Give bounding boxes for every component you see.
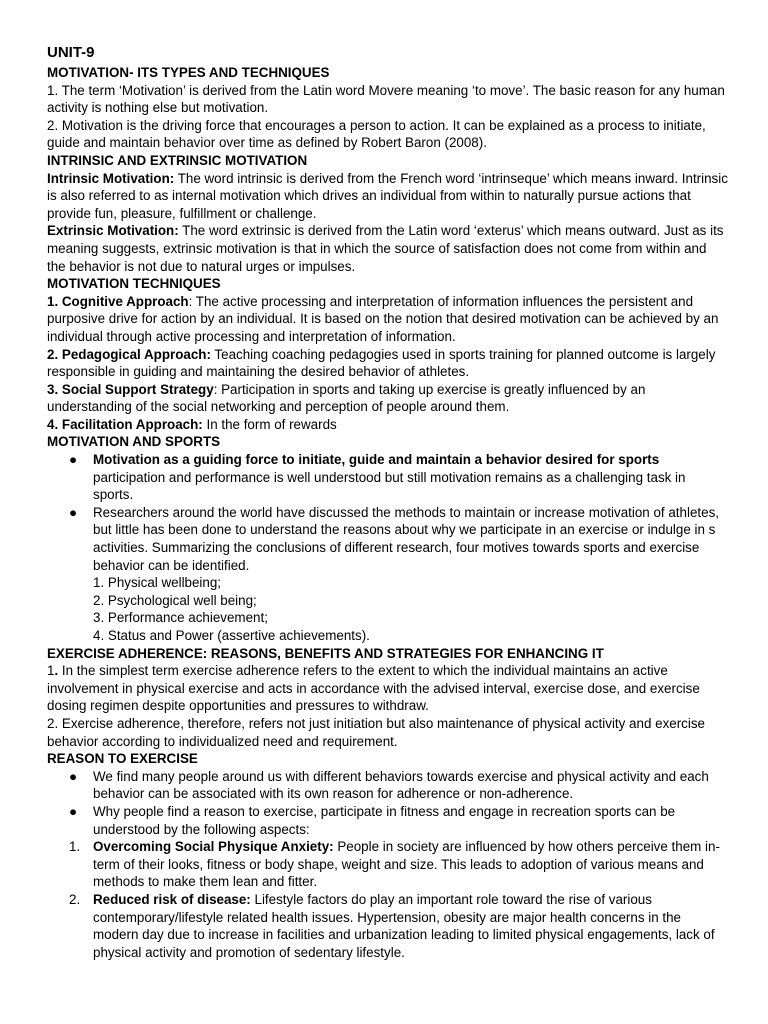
section-heading-reason-to-exercise: REASON TO EXERCISE: [47, 751, 198, 767]
motive-item: 4. Status and Power (assertive achievements).: [93, 628, 370, 643]
list-item: [47, 768, 728, 803]
reason-text: Lifestyle factors do play an important role toward the rise of various contemporary/lifestyle related health issues. Hypertension, obesity are major health concerns in the modern day due to increase in facilities and urbanization leading to limited physical engagements, lack of physical activity and promotion of sedentary lifestyle.: [93, 891, 715, 960]
technique-text: Teaching coaching pedagogies used in sports training for planned outcome is largely responsible in guiding and maintaining the desired behavior of athletes.: [47, 346, 716, 380]
guiding-force-text: participation and performance is well understood but still motivation remains as a challenging task in sports.: [93, 469, 686, 503]
bullet-icon: ●: [69, 504, 78, 520]
reason-bullet-text: We find many people around us with different behaviors towards exercise and physical activity and each behavior can be associated with its own reason for adherence or non-adherence.: [93, 768, 709, 802]
technique-label: 4. Facilitation Approach:: [47, 416, 203, 432]
list-item: [47, 891, 728, 961]
technique-text: In the form of rewards: [202, 416, 337, 432]
paragraph-motivation-driving-force: 2. Motivation is the driving force that encourages a person to action. It can be explained as a process to initiate, guide and maintain behavior over time as defined by Robert Baron (2008).: [47, 117, 706, 151]
technique-item: [47, 381, 728, 416]
paragraph-intrinsic: [47, 170, 728, 223]
reason-bullet-text: Why people find a reason to exercise, participate in fitness and engage in recreation sports can be understood by the following aspects:: [93, 803, 676, 837]
section-heading-exercise-adherence: EXERCISE ADHERENCE: REASONS, BENEFITS AND STRATEGIES FOR ENHANCING IT: [47, 645, 604, 661]
section-heading-intrinsic-extrinsic: INTRINSIC AND EXTRINSIC MOTIVATION: [47, 152, 308, 168]
motive-item: 3. Performance achievement;: [93, 610, 268, 626]
section-heading-motivation-types: MOTIVATION- ITS TYPES AND TECHNIQUES: [47, 65, 330, 80]
bullet-icon: ●: [69, 452, 78, 468]
technique-label: 3. Social Support Strategy: [47, 381, 214, 397]
technique-label: 2. Pedagogical Approach:: [47, 346, 211, 362]
intrinsic-label: Intrinsic Motivation:: [47, 170, 175, 186]
intrinsic-text: The word intrinsic is derived from the French word ‘intrinseque’ which means inward. Intrinsic is also referred to as internal motivation which drives an individual from within to naturally pursue actions that provide fun, pleasure, fulfillment or challenge.: [47, 170, 728, 221]
list-number: 1.: [69, 839, 81, 855]
technique-item: [47, 416, 728, 434]
paragraph-adherence-definition: [47, 662, 728, 715]
adherence-num-dot: .: [54, 663, 59, 679]
technique-item: [47, 346, 728, 381]
reason-bullets: [47, 768, 728, 838]
motive-item: 2. Psychological well being;: [93, 592, 257, 608]
technique-text: : The active processing and interpretation of information influences the persistent and purposive drive for action by an individual. It is based on the notion that desired motivation can be achieved by an individual through active processing and interpretation of information.: [47, 293, 719, 344]
reason-text: People in society are influenced by how others perceive them in-term of their looks, fitness or body shape, weight and size. This leads to adoption of various means and methods to make them lean and fitter.: [93, 839, 720, 890]
reason-label: Overcoming Social Physique Anxiety:: [93, 839, 334, 855]
section-heading-techniques: MOTIVATION TECHNIQUES: [47, 276, 221, 292]
extrinsic-label: Extrinsic Motivation:: [47, 223, 179, 239]
paragraph-motivation-definition: 1. The term ‘Motivation’ is derived from the Latin word Movere meaning ‘to move’. The basic reason for any human activity is nothing else but motivation.: [47, 82, 725, 116]
researchers-text: Researchers around the world have discussed the methods to maintain or increase motivation of athletes, but little has been done to understand the reasons about why we participate in an exercise or indulge in s activities. Summarizing the conclusions of different research, four motives towards sports and exercise behavior can be identified.: [93, 504, 719, 573]
motives-list: [93, 574, 728, 644]
technique-text: : Participation in sports and taking up exercise is greatly influenced by an understanding of the social networking and perception of people around them.: [47, 381, 646, 415]
bullet-icon: ●: [69, 768, 78, 784]
motivation-sports-list: [47, 451, 728, 645]
adherence-text: In the simplest term exercise adherence refers to the extent to which the individual maintains an active involvement in physical exercise and acts in accordance with the advised interval, exercise dose, and exercise dosing regimen despite opportunities and pressures to withdraw.: [47, 663, 700, 714]
list-number: 2.: [69, 891, 81, 907]
list-item: [47, 451, 728, 504]
unit-title: UNIT-9: [47, 44, 95, 61]
section-heading-motivation-sports: MOTIVATION AND SPORTS: [47, 434, 221, 450]
extrinsic-text: The word extrinsic is derived from the Latin word ‘exterus’ which means outward. Just as its meaning suggests, extrinsic motivation is that in which the source of satisfaction does not come from within and the behavior is not due to natural urges or impulses.: [47, 223, 724, 274]
bullet-icon: ●: [69, 803, 78, 819]
paragraph-adherence-maintenance: 2. Exercise adherence, therefore, refers not just initiation but also maintenance of physical activity and exercise behavior according to individualized need and requirement.: [47, 715, 705, 749]
technique-item: [47, 293, 728, 346]
adherence-num: 1: [47, 663, 55, 679]
reason-numbered-list: [47, 838, 728, 961]
guiding-force-bold: Motivation as a guiding force to initiate, guide and maintain a behavior desired for sports: [93, 452, 660, 468]
reason-label: Reduced risk of disease:: [93, 891, 251, 907]
motive-item: 1. Physical wellbeing;: [93, 575, 222, 591]
list-item: [47, 838, 728, 891]
list-item: [47, 803, 728, 838]
technique-label: 1. Cognitive Approach: [47, 293, 189, 309]
list-item: [47, 504, 728, 645]
paragraph-extrinsic: [47, 222, 728, 275]
